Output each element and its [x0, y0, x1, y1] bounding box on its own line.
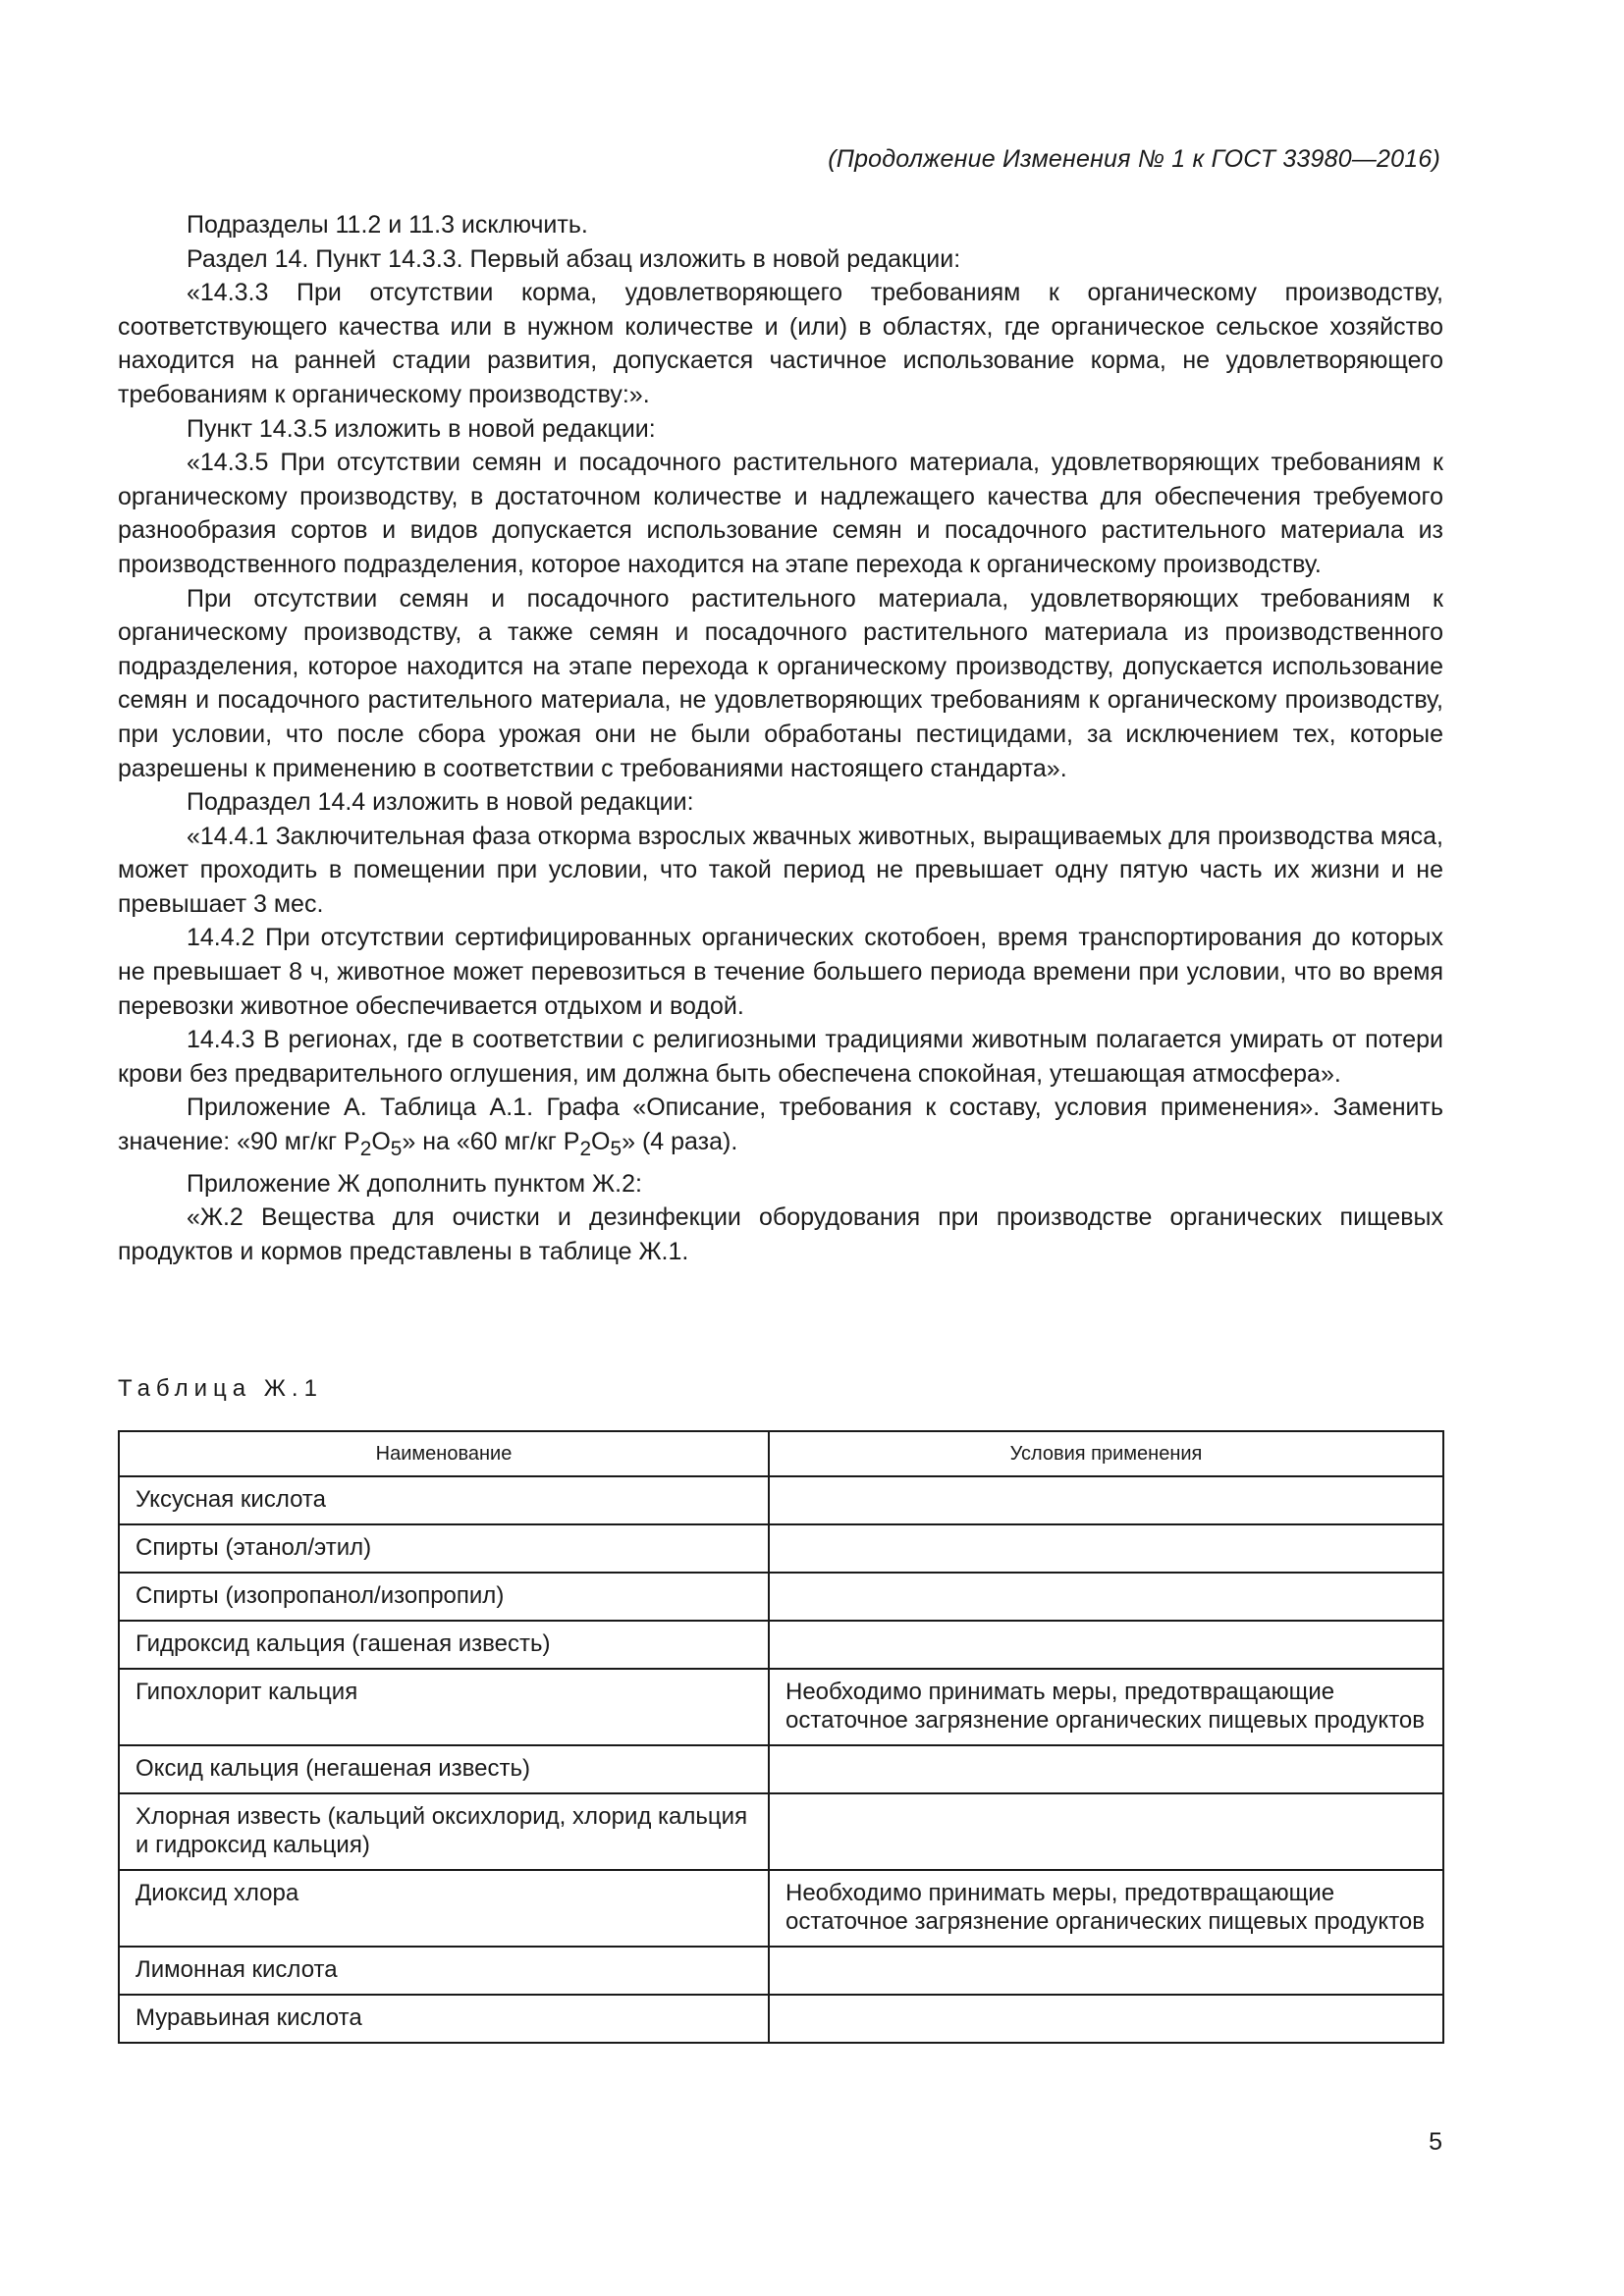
table-cell: [769, 1995, 1443, 2043]
body-text: [118, 208, 1443, 1268]
paragraph: 14.4.3 В регионах, где в соответствии с религиозными традициями животным полагается умирать от потери крови без предварительного оглушения, им должна быть обеспечена спокойная, утешающая атмосфера».: [118, 1026, 1443, 1088]
table-row: [119, 1476, 1443, 1524]
table-row: [119, 1995, 1443, 2043]
table-row: [119, 1745, 1443, 1793]
running-header: (Продолжение Изменения № 1 к ГОСТ 33980—2016): [828, 145, 1440, 173]
table-cell: Оксид кальция (негашеная известь): [119, 1745, 769, 1793]
table-cell: [769, 1621, 1443, 1669]
table-row: [119, 1669, 1443, 1745]
column-header: Наименование: [119, 1431, 769, 1476]
paragraph: «Ж.2 Вещества для очистки и дезинфекции оборудования при производстве органических пищевых продуктов и кормов представлены в таблице Ж.1.: [118, 1203, 1443, 1265]
table-cell: Муравьиная кислота: [119, 1995, 769, 2043]
table-cell: Хлорная известь (кальций оксихлорид, хлорид кальция и гидроксид кальция): [119, 1793, 769, 1870]
paragraph: Пункт 14.3.5 изложить в новой редакции:: [187, 414, 656, 443]
table-header-row: [119, 1431, 1443, 1476]
paragraph: «14.3.3 При отсутствии корма, удовлетворяющего требованиям к органическому производству, соответствующего качества или в нужном количестве и (или) в областях, где органическое сельское хозяйство находится на ранней стадии развития, допускается частичное использование корма, не удовлетворяющего требованиям к органическому производству:».: [118, 279, 1443, 408]
table-cell: Гипохлорит кальция: [119, 1669, 769, 1745]
table-cell: [769, 1476, 1443, 1524]
table-cell: Необходимо принимать меры, предотвращающие остаточное загрязнение органических пищевых продуктов: [769, 1870, 1443, 1947]
table-row: [119, 1573, 1443, 1621]
table-row: [119, 1621, 1443, 1669]
column-header: Условия применения: [769, 1431, 1443, 1476]
table-cell: [769, 1573, 1443, 1621]
table-cell: Гидроксид кальция (гашеная известь): [119, 1621, 769, 1669]
table-cell: Спирты (этанол/этил): [119, 1524, 769, 1573]
table-cell: Спирты (изопропанол/изопропил): [119, 1573, 769, 1621]
table-row: [119, 1524, 1443, 1573]
paragraph: При отсутствии семян и посадочного растительного материала, удовлетворяющих требованиям к органическому производству, а также семян и посадочного растительного материала из производственного подразделения, которое находится на этапе перехода к органическому производству, допускается использование семян и посадочного растительного материала, не удовлетворяющих требованиям к органическому производству, при условии, что после сбора урожая они не были обработаны пестицидами, за исключением тех, которые разрешены к применению в соответствии с требованиями настоящего стандарта».: [118, 584, 1443, 782]
paragraph: 14.4.2 При отсутствии сертифицированных органических скотобоен, время транспортирования до которых не превышает 8 ч, животное может перевозиться в течение большего периода времени при условии, что во время перевозки животное обеспечивается отдыхом и водой.: [118, 924, 1443, 1020]
table-cell: Необходимо принимать меры, предотвращающие остаточное загрязнение органических пищевых продуктов: [769, 1669, 1443, 1745]
table-row: [119, 1793, 1443, 1870]
paragraph: Раздел 14. Пункт 14.3.3. Первый абзац изложить в новой редакции:: [187, 244, 961, 273]
table-row: [119, 1870, 1443, 1947]
paragraph: «14.4.1 Заключительная фаза откорма взрослых жвачных животных, выращиваемых для производства мяса, может проходить в помещении при условии, что такой период не превышает одну пятую часть их жизни и не превышает 3 мес.: [118, 822, 1443, 918]
table-cell: [769, 1745, 1443, 1793]
paragraph-with-formula: Приложение А. Таблица А.1. Графа «Описание, требования к составу, условия применения». Заменить значение: «90 мг/кг $P_2O_5$» на «60 мг/кг $P_2O_5$» (4 раза).: [118, 1094, 1443, 1161]
table-row: [119, 1947, 1443, 1995]
table-cell: [769, 1947, 1443, 1995]
table-caption: Таблица Ж.1: [118, 1375, 323, 1402]
table-cell: Лимонная кислота: [119, 1947, 769, 1995]
paragraph: Подразделы 11.2 и 11.3 исключить.: [187, 211, 588, 239]
table-cell: [769, 1524, 1443, 1573]
paragraph: Приложение Ж дополнить пунктом Ж.2:: [187, 1169, 642, 1198]
table-cell: Диоксид хлора: [119, 1870, 769, 1947]
substances-table: [118, 1430, 1444, 2044]
page-number: 5: [1429, 2128, 1442, 2156]
table-cell: Уксусная кислота: [119, 1476, 769, 1524]
paragraph: Подраздел 14.4 изложить в новой редакции:: [187, 788, 694, 817]
table-cell: [769, 1793, 1443, 1870]
paragraph: «14.3.5 При отсутствии семян и посадочного растительного материала, удовлетворяющих требованиям к органическому производству, в достаточном количестве и надлежащего качества для обеспечения требуемого разнообразия сортов и видов допускается использование семян и посадочного растительного материала из производственного подразделения, которое находится на этапе перехода к органическому производству.: [118, 449, 1443, 578]
